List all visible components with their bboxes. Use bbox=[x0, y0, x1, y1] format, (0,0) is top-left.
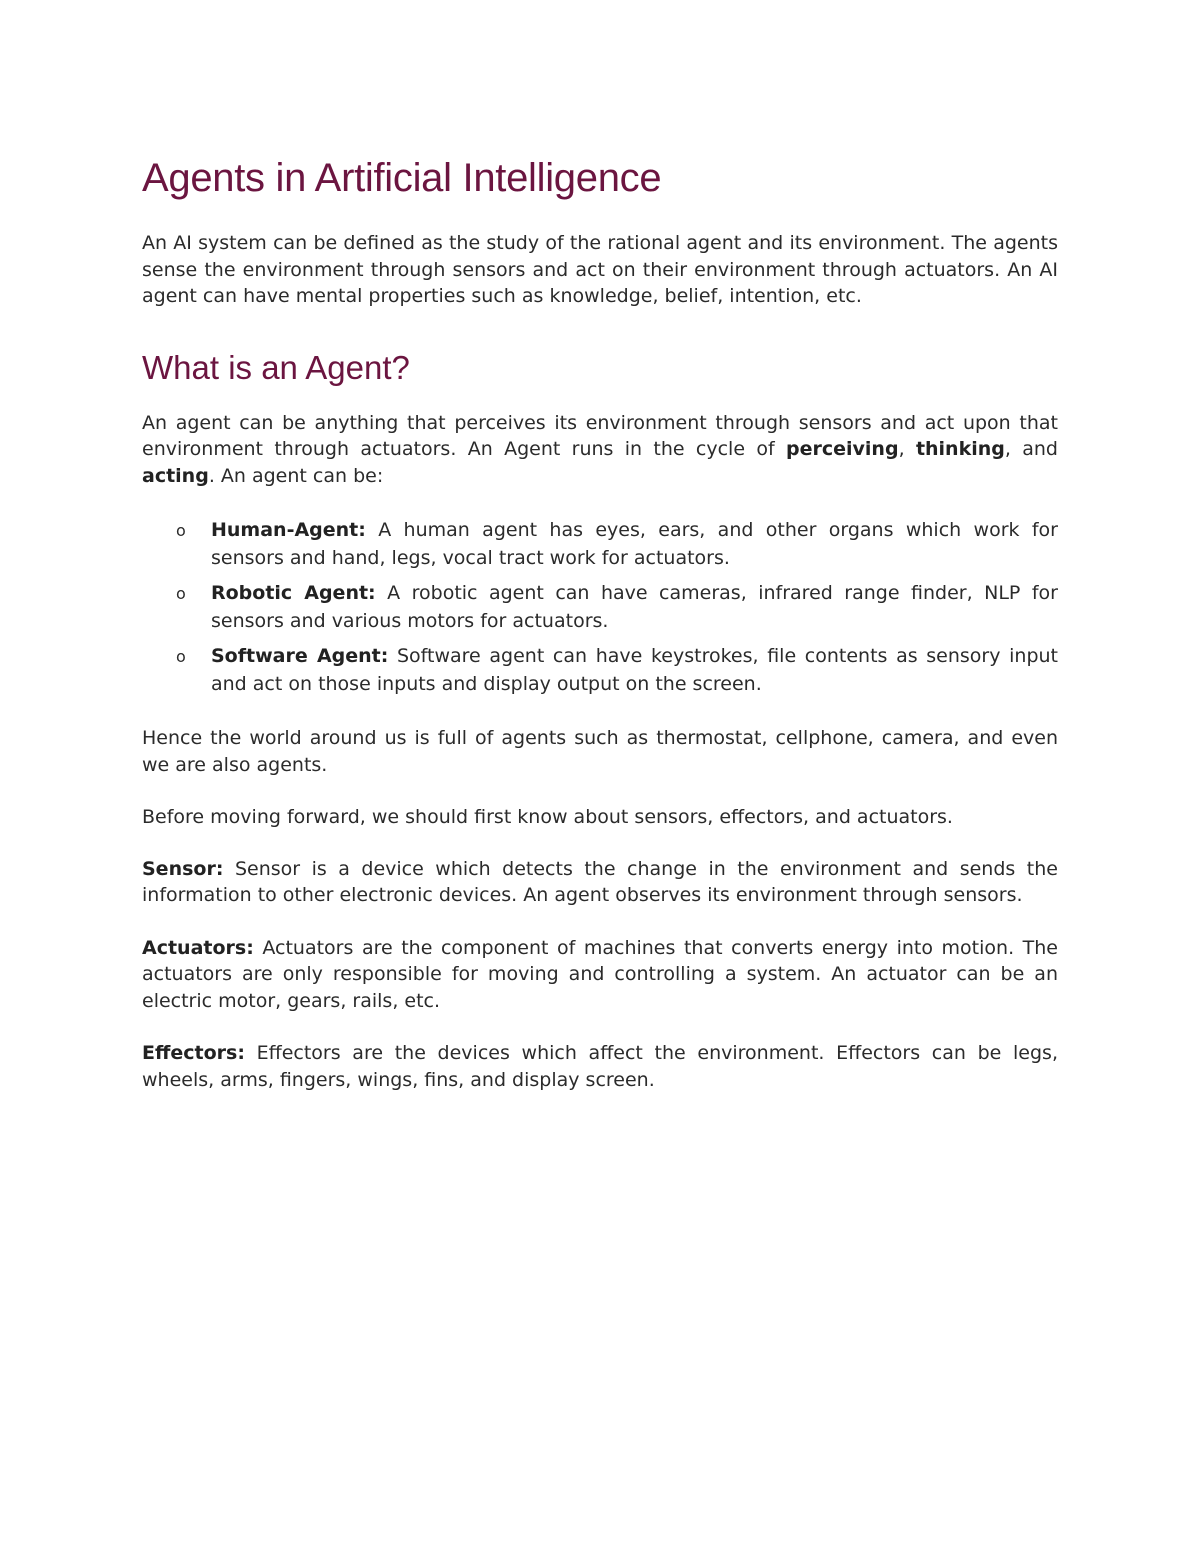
list-item-robotic-agent bbox=[142, 579, 1058, 635]
document-title: Agents in Artificial Intelligence bbox=[142, 156, 662, 200]
list-item-text: Software agent can have keystrokes, file contents as sensory input and act on those inputs and display output on the screen. bbox=[211, 645, 1058, 695]
sensor-definition bbox=[142, 856, 1058, 909]
effectors-definition bbox=[142, 1040, 1058, 1093]
bullet-icon: o bbox=[176, 647, 186, 666]
sensor-term: Sensor: bbox=[142, 857, 224, 880]
list-item-text: A human agent has eyes, ears, and other organs which work for sensors and hand, legs, vocal tract work for actuators. bbox=[211, 519, 1058, 569]
list-item-human-agent bbox=[142, 516, 1058, 572]
agent-para-text-1: An agent can be anything that perceives its environment through sensors and act upon that environment through actuators. An Agent runs in the cycle of bbox=[142, 411, 1058, 460]
list-item-text: A robotic agent can have cameras, infrared range finder, NLP for sensors and various motors for actuators. bbox=[211, 582, 1058, 632]
list-item-software-agent bbox=[142, 642, 1058, 698]
agent-para-text-2: , bbox=[898, 438, 916, 460]
sensor-text: Sensor is a device which detects the change in the environment and sends the information to other electronic devices. An agent observes its environment through sensors. bbox=[142, 857, 1058, 906]
document-page bbox=[142, 150, 1058, 1093]
list-item-label: Software Agent: bbox=[211, 645, 389, 667]
effectors-text: Effectors are the devices which affect the environment. Effectors can be legs, wheels, arms, fingers, wings, fins, and display screen. bbox=[142, 1042, 1058, 1091]
actuators-term: Actuators: bbox=[142, 936, 254, 959]
intro-paragraph: An AI system can be defined as the study of the rational agent and its environment. The agents sense the environment through sensors and act on their environment through actuators. An AI agent can have mental properties such as knowledge, belief, intention, etc. bbox=[142, 232, 1058, 307]
agent-para-bold-perceiving: perceiving bbox=[786, 438, 899, 460]
section-heading: What is an Agent? bbox=[142, 348, 410, 386]
agent-para-bold-thinking: thinking bbox=[915, 438, 1005, 460]
agent-types-list bbox=[142, 516, 1058, 698]
agent-para-text-3: , and bbox=[1004, 438, 1058, 460]
agent-definition-paragraph bbox=[142, 410, 1058, 490]
actuators-definition bbox=[142, 935, 1058, 1015]
agent-para-text-4: . An agent can be: bbox=[208, 464, 384, 487]
actuators-text: Actuators are the component of machines that converts energy into motion. The actuators are only responsible for moving and controlling a system. An actuator can be an electric motor, gears, rails, etc. bbox=[142, 936, 1058, 1012]
before-paragraph: Before moving forward, we should first know about sensors, effectors, and actuators. bbox=[142, 806, 953, 828]
hence-paragraph: Hence the world around us is full of agents such as thermostat, cellphone, camera, and even we are also agents. bbox=[142, 727, 1058, 776]
bullet-icon: o bbox=[176, 584, 186, 603]
list-item-label: Human-Agent: bbox=[211, 519, 366, 541]
bullet-icon: o bbox=[176, 521, 186, 540]
agent-para-bold-acting: acting bbox=[142, 464, 209, 487]
list-item-label: Robotic Agent: bbox=[211, 582, 376, 604]
effectors-term: Effectors: bbox=[142, 1042, 245, 1064]
